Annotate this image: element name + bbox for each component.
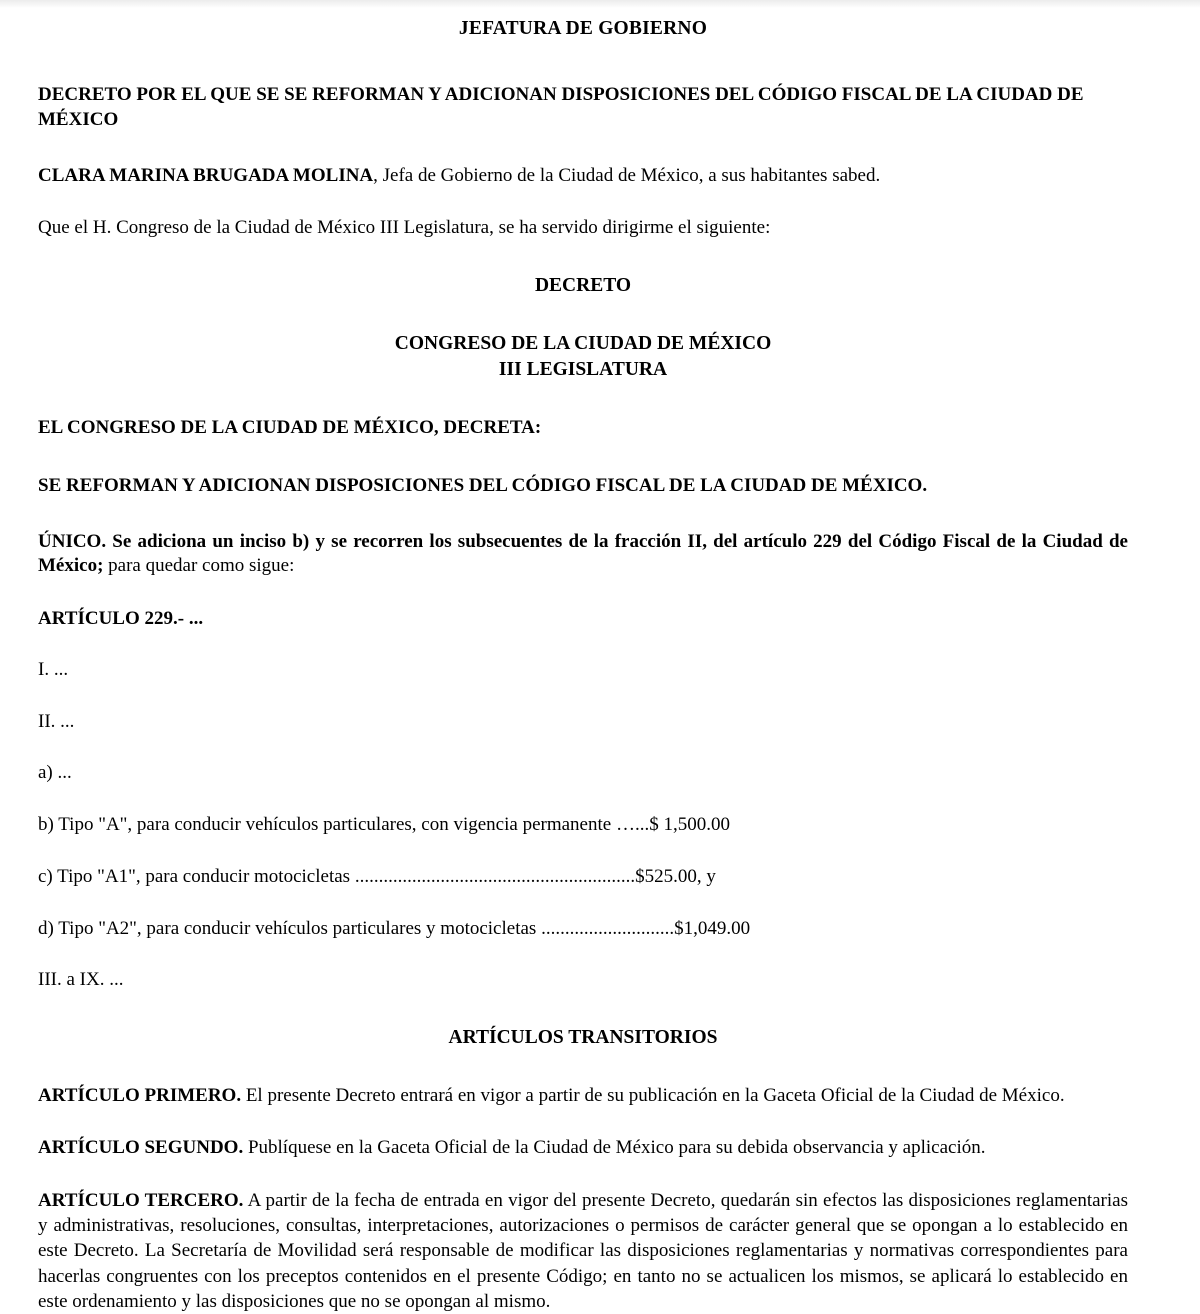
spacer (38, 993, 1128, 1025)
article-heading: ARTÍCULO 229.- ... (38, 608, 204, 629)
spacer (38, 786, 1128, 813)
transitorio-segundo (38, 1135, 1128, 1160)
subsection-label: c) Tipo "A1", para conducir motocicletas (38, 865, 355, 887)
transitorio-body: A partir de la fecha de entrada en vigor del presente Decreto, quedarán sin efectos las disposiciones reglamentarias y administrativas, resoluciones, consultas, interpretaciones, autorizaciones o permisos de carácter general que se opongan a lo establecido en este Decreto. La Secretaría de Movilidad será responsable de modificar las disposiciones reglamentarias y normativas correspondientes para hacerlas congruentes con los preceptos contenidos en el presente Código; en tanto no se actualicen los mismos, se aplicará lo establecido en este ordenamiento y las disposiciones que no se opongan al mismo. (38, 1189, 1128, 1312)
transitorio-body: El presente Decreto entrará en vigor a partir de su publicación en la Gaceta Oficial de la Ciudad de México. (241, 1085, 1065, 1107)
subsection-item-a: a) ... (38, 762, 72, 784)
transitorio-lead-in: ARTÍCULO TERCERO. (38, 1189, 244, 1211)
document-page (0, 8, 1200, 1314)
transitorios-title: ARTÍCULOS TRANSITORIOS (448, 1026, 718, 1048)
spacer (38, 941, 1128, 968)
spacer (38, 838, 1128, 865)
masthead-heading: JEFATURA DE GOBIERNO (458, 18, 708, 39)
spacer (38, 241, 1128, 273)
spacer (38, 579, 1128, 606)
preamble-paragraph: Que el H. Congreso de la Ciudad de México III Legislatura, se ha servido dirigirme el siguiente: (38, 216, 771, 238)
fraction-item: II. ... (38, 710, 75, 732)
spacer (38, 132, 1128, 164)
congress-line-1: CONGRESO DE LA CIUDAD DE MÉXICO (394, 332, 772, 354)
spacer (38, 1108, 1128, 1135)
transitorio-lead-in: ARTÍCULO SEGUNDO. (38, 1137, 244, 1159)
spacer (38, 383, 1128, 415)
subsection-amount: $1,049.00 (674, 917, 751, 939)
transitorio-tercero (38, 1188, 1128, 1314)
decrees-line: EL CONGRESO DE LA CIUDAD DE MÉXICO, DECRETA: (38, 417, 542, 439)
transitorio-lead-in: ARTÍCULO PRIMERO. (38, 1085, 242, 1107)
fraction-item: I. ... (38, 659, 69, 681)
unico-paragraph (38, 530, 1128, 579)
page-top-edge (0, 0, 1200, 8)
spacer (38, 631, 1128, 658)
subsection-item-c (38, 865, 1128, 890)
subsection-amount: $ 1,500.00 (649, 814, 730, 836)
dot-leader: ............................ (541, 917, 675, 939)
spacer (38, 890, 1128, 917)
spacer (38, 498, 1128, 530)
dot-leader: ........................................................... (354, 865, 636, 887)
subsection-item-b (38, 813, 1128, 838)
decree-title: DECRETO POR EL QUE SE SE REFORMAN Y ADICIONAN DISPOSICIONES DEL CÓDIGO FISCAL DE LA CIUDAD DE MÉXICO (38, 84, 1084, 131)
signatory-line (38, 164, 1128, 189)
unico-bold-text: ÚNICO. Se adiciona un inciso b) y se recorren los subsecuentes de la fracción II, del artículo 229 del Código Fiscal de la Ciudad de México; (38, 530, 1128, 577)
subsection-item-d (38, 917, 1128, 942)
signatory-role: , Jefa de Gobierno de la Ciudad de México, a sus habitantes sabed. (373, 165, 881, 187)
subsection-label: d) Tipo "A2", para conducir vehículos particulares y motocicletas (38, 917, 542, 939)
subsection-label: b) Tipo "A", para conducir vehículos particulares, con vigencia permanente (38, 814, 616, 836)
transitorio-primero (38, 1083, 1128, 1108)
spacer (38, 1051, 1128, 1083)
spacer (38, 683, 1128, 710)
signatory-name: CLARA MARINA BRUGADA MOLINA (38, 165, 374, 187)
transitorio-body: Publíquese en la Gaceta Oficial de la Ciudad de México para su debida observancia y aplicación. (243, 1137, 986, 1159)
decreto-word: DECRETO (534, 274, 632, 296)
spacer (38, 189, 1128, 216)
spacer (38, 299, 1128, 331)
dot-leader: …... (615, 814, 650, 836)
unico-normal-text: para quedar como sigue: (103, 555, 295, 577)
spacer (38, 441, 1128, 473)
spacer (38, 40, 1128, 82)
congress-line-2: III LEGISLATURA (498, 359, 668, 381)
fractions-tail: III. a IX. ... (38, 969, 124, 991)
spacer (38, 1161, 1128, 1188)
subsection-amount: $525.00, y (635, 865, 716, 887)
spacer (38, 734, 1128, 761)
reform-line: SE REFORMAN Y ADICIONAN DISPOSICIONES DEL CÓDIGO FISCAL DE LA CIUDAD DE MÉXICO. (38, 474, 928, 496)
